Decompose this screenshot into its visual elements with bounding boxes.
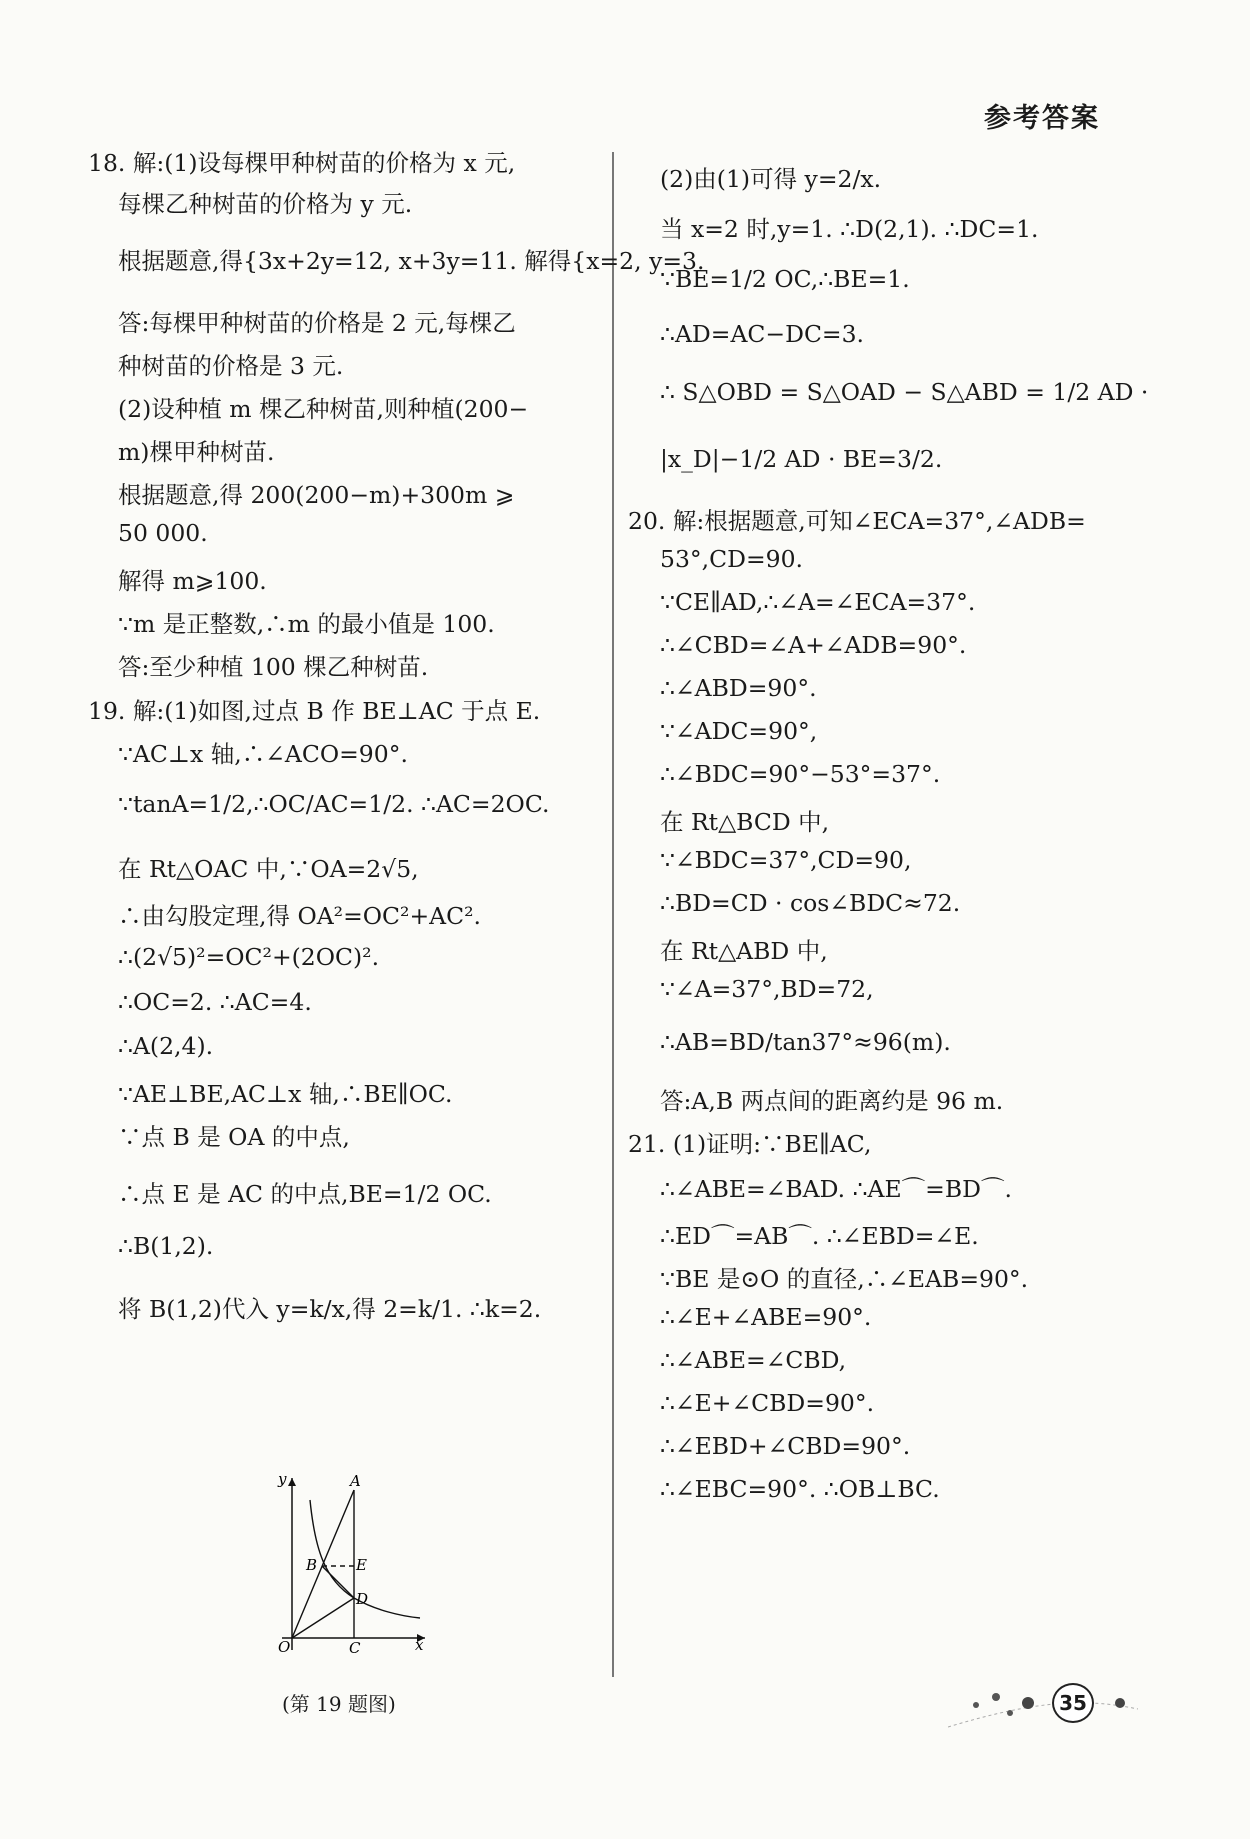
- text-line: ∵BE 是⊙O 的直径,∴∠EAB=90°.: [660, 1265, 1029, 1293]
- figure-label-a: A: [350, 1472, 361, 1490]
- text-line: ∴∠E+∠CBD=90°.: [660, 1389, 875, 1417]
- text-line: ∴B(1,2).: [118, 1232, 214, 1260]
- text-line: 在 Rt△BCD 中,: [660, 808, 830, 836]
- text-line: 每棵乙种树苗的价格为 y 元.: [118, 190, 413, 218]
- text-line: ∴BD=CD · cos∠BDC≈72.: [660, 889, 961, 917]
- figure-label-y: y: [278, 1470, 287, 1488]
- text-line: (2)设种植 m 棵乙种树苗,则种植(200−: [118, 395, 529, 423]
- text-line: ∴ED⌒=AB⌒. ∴∠EBD=∠E.: [660, 1222, 979, 1250]
- page-header: 参考答案: [984, 103, 1100, 134]
- text-line: 答:每棵甲种树苗的价格是 2 元,每棵乙: [118, 309, 516, 337]
- figure-label-b: B: [306, 1556, 318, 1574]
- text-line: ∵∠A=37°,BD=72,: [660, 975, 874, 1003]
- text-line: 根据题意,得{3x+2y=12, x+3y=11. 解得{x=2, y=3.: [118, 247, 705, 275]
- page-number: 35: [1052, 1683, 1094, 1723]
- text-line: ∴∠BDC=90°−53°=37°.: [660, 760, 941, 788]
- text-line: ∴∠EBC=90°. ∴OB⊥BC.: [660, 1475, 940, 1503]
- text-line: ∵BE=1/2 OC,∴BE=1.: [660, 265, 910, 293]
- text-line: ∵CE∥AD,∴∠A=∠ECA=37°.: [660, 588, 976, 616]
- figure-label-d: D: [356, 1590, 369, 1608]
- text-line: 21. (1)证明:∵BE∥AC,: [628, 1130, 872, 1158]
- text-line: ∵∠BDC=37°,CD=90,: [660, 846, 912, 874]
- text-line: ∴∠ABE=∠BAD. ∴AE⌒=BD⌒.: [660, 1175, 1012, 1203]
- text-line: ∵AC⊥x 轴,∴∠ACO=90°.: [118, 740, 408, 768]
- text-line: ∴∠CBD=∠A+∠ADB=90°.: [660, 631, 967, 659]
- text-line: 53°,CD=90.: [660, 545, 804, 573]
- text-line: ∴AD=AC−DC=3.: [660, 320, 865, 348]
- text-line: ∴∠ABE=∠CBD,: [660, 1346, 847, 1374]
- text-line: 解得 m⩾100.: [118, 567, 267, 595]
- text-line: ∵∠ADC=90°,: [660, 717, 818, 745]
- text-line: 19. 解:(1)如图,过点 B 作 BE⊥AC 于点 E.: [88, 697, 541, 725]
- text-line: (2)由(1)可得 y=2/x.: [660, 165, 882, 193]
- figure-label-e: E: [356, 1556, 367, 1574]
- text-line: ∴∠E+∠ABE=90°.: [660, 1303, 872, 1331]
- text-line: ∴由勾股定理,得 OA²=OC²+AC².: [118, 902, 481, 930]
- text-line: ∴点 E 是 AC 的中点,BE=1/2 OC.: [118, 1180, 492, 1208]
- column-divider: [612, 152, 614, 1677]
- text-line: ∵m 是正整数,∴m 的最小值是 100.: [118, 610, 495, 638]
- text-line: ∵tanA=1/2,∴OC/AC=1/2. ∴AC=2OC.: [118, 790, 550, 818]
- text-line: |x_D|−1/2 AD · BE=3/2.: [660, 445, 943, 473]
- figure-label-x: x: [415, 1636, 424, 1654]
- text-line: ∴(2√5)²=OC²+(2OC)².: [118, 943, 380, 971]
- figure-label-o: O: [278, 1638, 291, 1655]
- text-line: ∴∠ABD=90°.: [660, 674, 817, 702]
- text-line: ∴∠EBD+∠CBD=90°.: [660, 1432, 911, 1460]
- figure-label-c: C: [349, 1639, 361, 1655]
- text-line: 将 B(1,2)代入 y=k/x,得 2=k/1. ∴k=2.: [118, 1295, 542, 1323]
- text-line: 当 x=2 时,y=1. ∴D(2,1). ∴DC=1.: [660, 215, 1039, 243]
- text-line: 在 Rt△ABD 中,: [660, 937, 828, 965]
- graph-figure: [270, 1470, 430, 1655]
- text-line: 18. 解:(1)设每棵甲种树苗的价格为 x 元,: [88, 149, 516, 177]
- text-line: ∴ S△OBD = S△OAD − S△ABD = 1/2 AD ·: [660, 378, 1149, 406]
- text-line: ∴AB=BD/tan37°≈96(m).: [660, 1028, 951, 1056]
- text-line: ∵点 B 是 OA 的中点,: [118, 1123, 350, 1151]
- text-line: 种树苗的价格是 3 元.: [118, 352, 344, 380]
- text-line: 答:至少种植 100 棵乙种树苗.: [118, 653, 429, 681]
- figure-caption: (第 19 题图): [282, 1692, 396, 1716]
- text-line: 50 000.: [118, 519, 208, 547]
- text-line: 20. 解:根据题意,可知∠ECA=37°,∠ADB=: [628, 507, 1086, 535]
- text-line: 根据题意,得 200(200−m)+300m ⩾: [118, 481, 515, 509]
- text-line: ∵AE⊥BE,AC⊥x 轴,∴BE∥OC.: [118, 1080, 453, 1108]
- text-line: ∴OC=2. ∴AC=4.: [118, 988, 312, 1016]
- text-line: 答:A,B 两点间的距离约是 96 m.: [660, 1087, 1004, 1115]
- text-line: m)棵甲种树苗.: [118, 438, 275, 466]
- footer-decoration: [948, 1675, 1138, 1735]
- text-line: 在 Rt△OAC 中,∵OA=2√5,: [118, 855, 419, 883]
- text-line: ∴A(2,4).: [118, 1032, 214, 1060]
